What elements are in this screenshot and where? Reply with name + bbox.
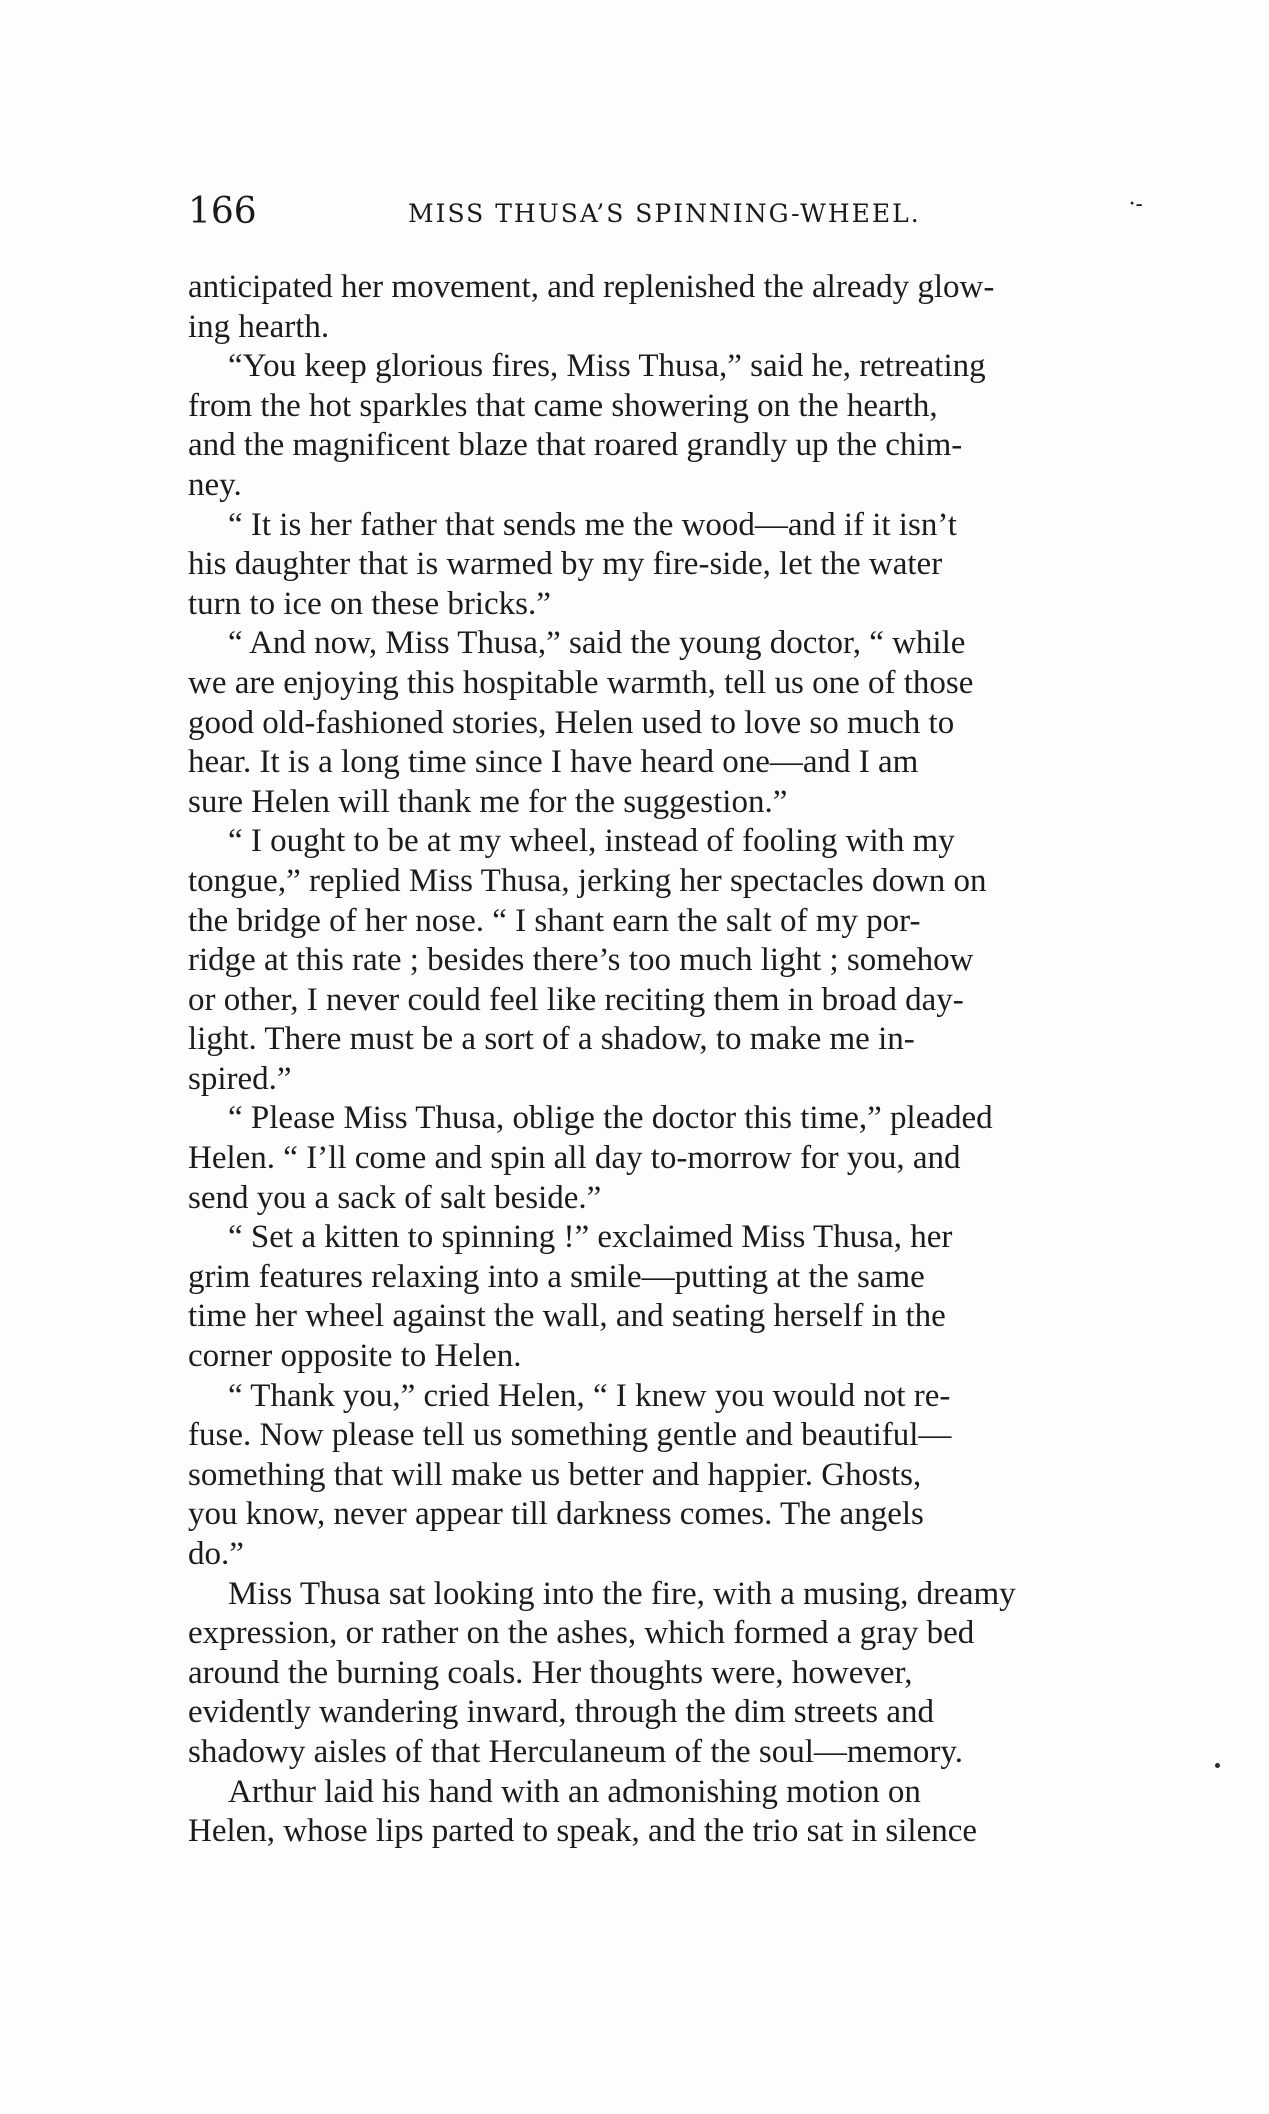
margin-mark: ·-	[1128, 192, 1143, 217]
text-line: hear. It is a long time since I have heard one—and I am	[188, 744, 919, 781]
text-line: do.”	[188, 1536, 244, 1572]
text-line: “ Set a kitten to spinning !” exclaimed Miss Thusa, her	[228, 1219, 953, 1256]
text-line: ing hearth.	[188, 308, 330, 345]
text-line: sure Helen will thank me for the suggestion.”	[188, 783, 788, 820]
text-line: Miss Thusa sat looking into the fire, with a musing, dreamy	[228, 1575, 1016, 1612]
text-line: corner opposite to Helen.	[188, 1338, 522, 1375]
page-number: 166	[188, 191, 257, 232]
text-line: “You keep glorious fires, Miss Thusa,” said he, retreating	[228, 348, 986, 385]
text-line: from the hot sparkles that came showering on the hearth,	[188, 387, 938, 424]
text-line: we are enjoying this hospitable warmth, tell us one of those	[188, 664, 974, 701]
paragraph	[188, 1218, 1143, 1376]
text-line: fuse. Now please tell us something gentle and beautiful—	[188, 1417, 952, 1454]
text-line: his daughter that is warmed by my fire-side, let the water	[188, 546, 943, 583]
text-line: good old-fashioned stories, Helen used to love so much to	[188, 704, 955, 741]
text-line: “ Thank you,” cried Helen, “ I knew you would not re-	[228, 1377, 951, 1414]
text-line: send you a sack of salt beside.”	[188, 1179, 602, 1216]
text-line: Arthur laid his hand with an admonishing motion on	[228, 1773, 921, 1810]
text-line: or other, I never could feel like reciting them in broad day-	[188, 981, 964, 1018]
paragraph	[188, 1099, 1143, 1218]
text-line: grim features relaxing into a smile—putting at the same	[188, 1258, 925, 1295]
paragraph	[188, 822, 1143, 1099]
text-line: turn to ice on these bricks.”	[188, 585, 551, 622]
text-line: “ I ought to be at my wheel, instead of fooling with my	[228, 823, 955, 860]
stray-ink-dot	[1215, 1763, 1220, 1768]
text-line: “ And now, Miss Thusa,” said the young doctor, “ while	[228, 625, 966, 662]
paragraph	[188, 1575, 1143, 1773]
paragraph	[188, 347, 1143, 505]
paragraph	[188, 506, 1143, 625]
text-line: spired.”	[188, 1060, 292, 1097]
paragraph	[188, 268, 1143, 347]
text-line: Helen. “ I’ll come and spin all day to-morrow for you, and	[188, 1140, 961, 1177]
paragraph	[188, 624, 1143, 822]
running-head: MISS THUSA’S SPINNING-WHEEL.	[408, 199, 921, 228]
text-line: shadowy aisles of that Herculaneum of the soul—memory.	[188, 1733, 964, 1770]
text-line: tongue,” replied Miss Thusa, jerking her spectacles down on	[188, 862, 987, 899]
text-line: ridge at this rate ; besides there’s too much light ; somehow	[188, 942, 974, 979]
text-line: light. There must be a sort of a shadow, to make me in-	[188, 1021, 915, 1058]
paragraph	[188, 1773, 1143, 1852]
text-line: evidently wandering inward, through the dim streets and	[188, 1694, 934, 1731]
text-line: ney.	[188, 466, 242, 503]
text-line: time her wheel against the wall, and seating herself in the	[188, 1298, 946, 1335]
body-text	[188, 268, 1143, 1852]
text-line: “ It is her father that sends me the wood—and if it isn’t	[228, 506, 957, 543]
text-line: and the magnificent blaze that roared grandly up the chim-	[188, 427, 963, 464]
text-line: you know, never appear till darkness comes. The angels	[188, 1496, 924, 1533]
page-header	[188, 190, 1143, 238]
text-line: the bridge of her nose. “ I shant earn the salt of my por-	[188, 902, 921, 939]
text-line: Helen, whose lips parted to speak, and the trio sat in silence	[188, 1813, 978, 1850]
text-line: “ Please Miss Thusa, oblige the doctor this time,” pleaded	[228, 1100, 993, 1137]
text-line: something that will make us better and happier. Ghosts,	[188, 1456, 922, 1493]
paragraph	[188, 1377, 1143, 1575]
text-line: anticipated her movement, and replenished the already glow-	[188, 269, 995, 305]
text-line: around the burning coals. Her thoughts were, however,	[188, 1654, 913, 1691]
text-line: expression, or rather on the ashes, which formed a gray bed	[188, 1615, 975, 1652]
